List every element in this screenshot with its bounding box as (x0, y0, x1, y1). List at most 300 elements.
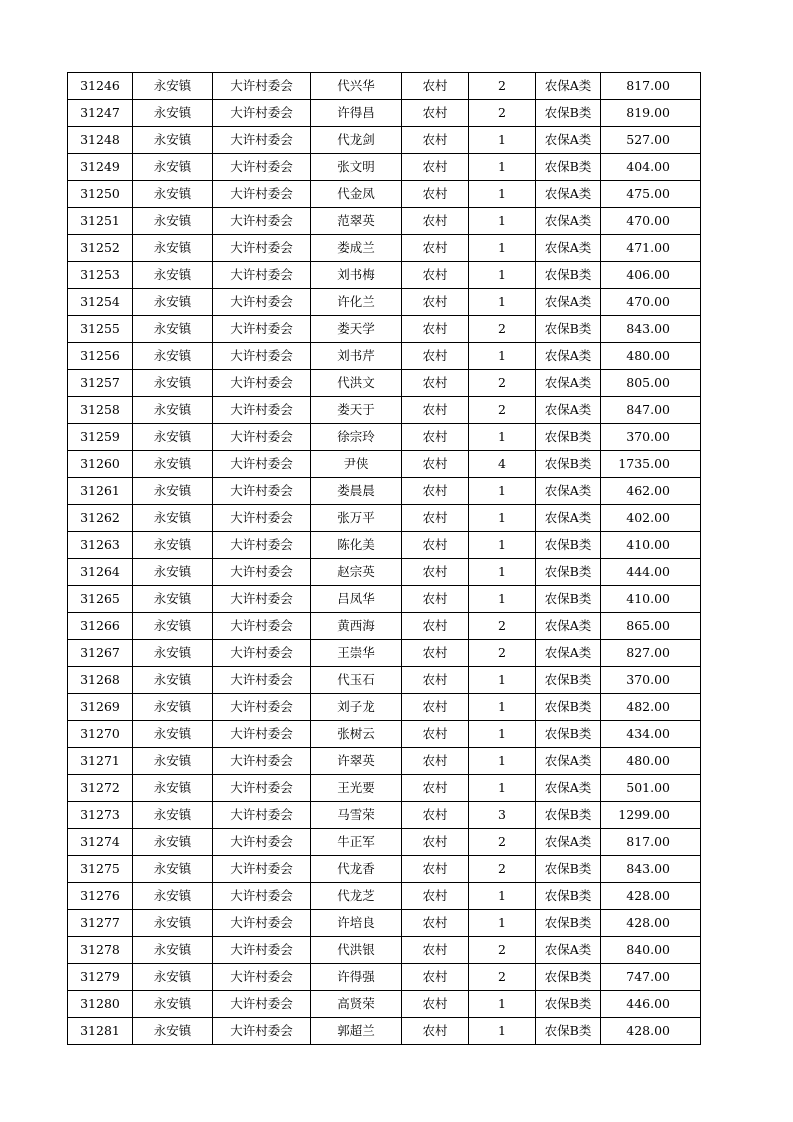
village-committee-cell: 大许村委会 (213, 73, 311, 100)
table-row (68, 181, 701, 208)
town-cell: 永安镇 (133, 397, 213, 424)
town-cell: 永安镇 (133, 100, 213, 127)
table-row (68, 559, 701, 586)
insurance-category-cell: 农保B类 (536, 451, 601, 478)
beneficiary-table (67, 72, 701, 1045)
table-row (68, 586, 701, 613)
member-count-cell: 1 (469, 505, 536, 532)
town-cell: 永安镇 (133, 181, 213, 208)
serial-number-cell: 31272 (68, 775, 133, 802)
person-name-cell: 牛正军 (311, 829, 402, 856)
member-count-cell: 2 (469, 613, 536, 640)
village-committee-cell: 大许村委会 (213, 181, 311, 208)
serial-number-cell: 31255 (68, 316, 133, 343)
insurance-category-cell: 农保B类 (536, 694, 601, 721)
insurance-category-cell: 农保A类 (536, 235, 601, 262)
insurance-category-cell: 农保B类 (536, 316, 601, 343)
serial-number-cell: 31280 (68, 991, 133, 1018)
town-cell: 永安镇 (133, 586, 213, 613)
table-row (68, 235, 701, 262)
amount-cell: 482.00 (601, 694, 701, 721)
amount-cell: 428.00 (601, 883, 701, 910)
household-type-cell: 农村 (402, 937, 469, 964)
person-name-cell: 赵宗英 (311, 559, 402, 586)
village-committee-cell: 大许村委会 (213, 397, 311, 424)
amount-cell: 865.00 (601, 613, 701, 640)
member-count-cell: 3 (469, 802, 536, 829)
insurance-category-cell: 农保B类 (536, 721, 601, 748)
person-name-cell: 范翠英 (311, 208, 402, 235)
serial-number-cell: 31252 (68, 235, 133, 262)
person-name-cell: 王光要 (311, 775, 402, 802)
member-count-cell: 2 (469, 100, 536, 127)
table-row (68, 829, 701, 856)
village-committee-cell: 大许村委会 (213, 532, 311, 559)
table-row (68, 775, 701, 802)
person-name-cell: 郭超兰 (311, 1018, 402, 1045)
insurance-category-cell: 农保A类 (536, 613, 601, 640)
household-type-cell: 农村 (402, 856, 469, 883)
town-cell: 永安镇 (133, 640, 213, 667)
town-cell: 永安镇 (133, 910, 213, 937)
member-count-cell: 1 (469, 127, 536, 154)
serial-number-cell: 31251 (68, 208, 133, 235)
village-committee-cell: 大许村委会 (213, 856, 311, 883)
village-committee-cell: 大许村委会 (213, 829, 311, 856)
person-name-cell: 徐宗玲 (311, 424, 402, 451)
table-row (68, 127, 701, 154)
beneficiary-table-container (67, 72, 700, 1045)
member-count-cell: 1 (469, 748, 536, 775)
town-cell: 永安镇 (133, 154, 213, 181)
table-row (68, 73, 701, 100)
serial-number-cell: 31276 (68, 883, 133, 910)
member-count-cell: 1 (469, 289, 536, 316)
table-row (68, 667, 701, 694)
town-cell: 永安镇 (133, 73, 213, 100)
insurance-category-cell: 农保A类 (536, 640, 601, 667)
town-cell: 永安镇 (133, 964, 213, 991)
village-committee-cell: 大许村委会 (213, 883, 311, 910)
serial-number-cell: 31279 (68, 964, 133, 991)
serial-number-cell: 31269 (68, 694, 133, 721)
person-name-cell: 刘子龙 (311, 694, 402, 721)
member-count-cell: 2 (469, 856, 536, 883)
table-row (68, 154, 701, 181)
serial-number-cell: 31258 (68, 397, 133, 424)
household-type-cell: 农村 (402, 478, 469, 505)
table-row (68, 856, 701, 883)
household-type-cell: 农村 (402, 208, 469, 235)
household-type-cell: 农村 (402, 343, 469, 370)
town-cell: 永安镇 (133, 370, 213, 397)
person-name-cell: 高贤荣 (311, 991, 402, 1018)
person-name-cell: 代玉石 (311, 667, 402, 694)
member-count-cell: 2 (469, 640, 536, 667)
table-row (68, 451, 701, 478)
insurance-category-cell: 农保B类 (536, 424, 601, 451)
serial-number-cell: 31257 (68, 370, 133, 397)
household-type-cell: 农村 (402, 154, 469, 181)
household-type-cell: 农村 (402, 640, 469, 667)
insurance-category-cell: 农保B类 (536, 559, 601, 586)
person-name-cell: 代龙剑 (311, 127, 402, 154)
amount-cell: 843.00 (601, 856, 701, 883)
amount-cell: 434.00 (601, 721, 701, 748)
village-committee-cell: 大许村委会 (213, 505, 311, 532)
person-name-cell: 代洪文 (311, 370, 402, 397)
amount-cell: 462.00 (601, 478, 701, 505)
insurance-category-cell: 农保B类 (536, 883, 601, 910)
insurance-category-cell: 农保B类 (536, 532, 601, 559)
village-committee-cell: 大许村委会 (213, 478, 311, 505)
insurance-category-cell: 农保B类 (536, 667, 601, 694)
insurance-category-cell: 农保A类 (536, 73, 601, 100)
village-committee-cell: 大许村委会 (213, 937, 311, 964)
town-cell: 永安镇 (133, 505, 213, 532)
amount-cell: 471.00 (601, 235, 701, 262)
table-row (68, 640, 701, 667)
serial-number-cell: 31277 (68, 910, 133, 937)
member-count-cell: 1 (469, 775, 536, 802)
amount-cell: 410.00 (601, 586, 701, 613)
insurance-category-cell: 农保B类 (536, 856, 601, 883)
village-committee-cell: 大许村委会 (213, 100, 311, 127)
table-row (68, 1018, 701, 1045)
person-name-cell: 刘书芹 (311, 343, 402, 370)
serial-number-cell: 31247 (68, 100, 133, 127)
amount-cell: 747.00 (601, 964, 701, 991)
person-name-cell: 张万平 (311, 505, 402, 532)
amount-cell: 527.00 (601, 127, 701, 154)
member-count-cell: 2 (469, 370, 536, 397)
household-type-cell: 农村 (402, 235, 469, 262)
insurance-category-cell: 农保A类 (536, 397, 601, 424)
village-committee-cell: 大许村委会 (213, 802, 311, 829)
table-row (68, 748, 701, 775)
table-row (68, 532, 701, 559)
town-cell: 永安镇 (133, 478, 213, 505)
insurance-category-cell: 农保A类 (536, 505, 601, 532)
village-committee-cell: 大许村委会 (213, 721, 311, 748)
household-type-cell: 农村 (402, 559, 469, 586)
household-type-cell: 农村 (402, 1018, 469, 1045)
table-row (68, 262, 701, 289)
household-type-cell: 农村 (402, 667, 469, 694)
village-committee-cell: 大许村委会 (213, 289, 311, 316)
amount-cell: 404.00 (601, 154, 701, 181)
amount-cell: 402.00 (601, 505, 701, 532)
household-type-cell: 农村 (402, 829, 469, 856)
serial-number-cell: 31253 (68, 262, 133, 289)
serial-number-cell: 31266 (68, 613, 133, 640)
town-cell: 永安镇 (133, 694, 213, 721)
member-count-cell: 4 (469, 451, 536, 478)
insurance-category-cell: 农保A类 (536, 937, 601, 964)
serial-number-cell: 31256 (68, 343, 133, 370)
table-row (68, 316, 701, 343)
serial-number-cell: 31246 (68, 73, 133, 100)
insurance-category-cell: 农保A类 (536, 478, 601, 505)
village-committee-cell: 大许村委会 (213, 991, 311, 1018)
serial-number-cell: 31259 (68, 424, 133, 451)
town-cell: 永安镇 (133, 289, 213, 316)
person-name-cell: 吕凤华 (311, 586, 402, 613)
member-count-cell: 2 (469, 964, 536, 991)
village-committee-cell: 大许村委会 (213, 262, 311, 289)
insurance-category-cell: 农保A类 (536, 343, 601, 370)
insurance-category-cell: 农保B类 (536, 964, 601, 991)
serial-number-cell: 31248 (68, 127, 133, 154)
serial-number-cell: 31263 (68, 532, 133, 559)
village-committee-cell: 大许村委会 (213, 640, 311, 667)
person-name-cell: 代兴华 (311, 73, 402, 100)
table-row (68, 424, 701, 451)
town-cell: 永安镇 (133, 667, 213, 694)
insurance-category-cell: 农保A类 (536, 181, 601, 208)
table-row (68, 991, 701, 1018)
amount-cell: 428.00 (601, 910, 701, 937)
serial-number-cell: 31261 (68, 478, 133, 505)
amount-cell: 480.00 (601, 343, 701, 370)
village-committee-cell: 大许村委会 (213, 694, 311, 721)
amount-cell: 843.00 (601, 316, 701, 343)
village-committee-cell: 大许村委会 (213, 964, 311, 991)
town-cell: 永安镇 (133, 235, 213, 262)
town-cell: 永安镇 (133, 991, 213, 1018)
amount-cell: 819.00 (601, 100, 701, 127)
household-type-cell: 农村 (402, 100, 469, 127)
village-committee-cell: 大许村委会 (213, 1018, 311, 1045)
person-name-cell: 马雪荣 (311, 802, 402, 829)
person-name-cell: 张文明 (311, 154, 402, 181)
household-type-cell: 农村 (402, 127, 469, 154)
household-type-cell: 农村 (402, 991, 469, 1018)
household-type-cell: 农村 (402, 883, 469, 910)
town-cell: 永安镇 (133, 208, 213, 235)
amount-cell: 470.00 (601, 208, 701, 235)
town-cell: 永安镇 (133, 262, 213, 289)
amount-cell: 406.00 (601, 262, 701, 289)
household-type-cell: 农村 (402, 694, 469, 721)
town-cell: 永安镇 (133, 613, 213, 640)
member-count-cell: 1 (469, 910, 536, 937)
serial-number-cell: 31260 (68, 451, 133, 478)
town-cell: 永安镇 (133, 856, 213, 883)
person-name-cell: 刘书梅 (311, 262, 402, 289)
household-type-cell: 农村 (402, 964, 469, 991)
table-row (68, 343, 701, 370)
serial-number-cell: 31281 (68, 1018, 133, 1045)
town-cell: 永安镇 (133, 343, 213, 370)
person-name-cell: 娄天于 (311, 397, 402, 424)
person-name-cell: 代龙香 (311, 856, 402, 883)
village-committee-cell: 大许村委会 (213, 910, 311, 937)
serial-number-cell: 31268 (68, 667, 133, 694)
household-type-cell: 农村 (402, 613, 469, 640)
member-count-cell: 1 (469, 991, 536, 1018)
table-row (68, 694, 701, 721)
amount-cell: 847.00 (601, 397, 701, 424)
village-committee-cell: 大许村委会 (213, 748, 311, 775)
household-type-cell: 农村 (402, 910, 469, 937)
town-cell: 永安镇 (133, 802, 213, 829)
serial-number-cell: 31250 (68, 181, 133, 208)
household-type-cell: 农村 (402, 73, 469, 100)
member-count-cell: 1 (469, 208, 536, 235)
town-cell: 永安镇 (133, 937, 213, 964)
person-name-cell: 娄晨晨 (311, 478, 402, 505)
household-type-cell: 农村 (402, 505, 469, 532)
village-committee-cell: 大许村委会 (213, 586, 311, 613)
town-cell: 永安镇 (133, 883, 213, 910)
member-count-cell: 1 (469, 883, 536, 910)
member-count-cell: 1 (469, 181, 536, 208)
table-row (68, 397, 701, 424)
serial-number-cell: 31254 (68, 289, 133, 316)
insurance-category-cell: 农保A类 (536, 829, 601, 856)
person-name-cell: 娄成兰 (311, 235, 402, 262)
town-cell: 永安镇 (133, 316, 213, 343)
serial-number-cell: 31271 (68, 748, 133, 775)
insurance-category-cell: 农保A类 (536, 127, 601, 154)
member-count-cell: 2 (469, 397, 536, 424)
town-cell: 永安镇 (133, 748, 213, 775)
table-row (68, 721, 701, 748)
household-type-cell: 农村 (402, 775, 469, 802)
member-count-cell: 1 (469, 235, 536, 262)
member-count-cell: 1 (469, 424, 536, 451)
household-type-cell: 农村 (402, 532, 469, 559)
village-committee-cell: 大许村委会 (213, 613, 311, 640)
amount-cell: 480.00 (601, 748, 701, 775)
household-type-cell: 农村 (402, 316, 469, 343)
table-row (68, 100, 701, 127)
amount-cell: 428.00 (601, 1018, 701, 1045)
village-committee-cell: 大许村委会 (213, 424, 311, 451)
insurance-category-cell: 农保B类 (536, 910, 601, 937)
town-cell: 永安镇 (133, 1018, 213, 1045)
table-row (68, 505, 701, 532)
person-name-cell: 许翠英 (311, 748, 402, 775)
village-committee-cell: 大许村委会 (213, 370, 311, 397)
insurance-category-cell: 农保B类 (536, 100, 601, 127)
member-count-cell: 2 (469, 937, 536, 964)
insurance-category-cell: 农保B类 (536, 586, 601, 613)
member-count-cell: 1 (469, 478, 536, 505)
table-row (68, 208, 701, 235)
member-count-cell: 1 (469, 343, 536, 370)
insurance-category-cell: 农保B类 (536, 802, 601, 829)
serial-number-cell: 31275 (68, 856, 133, 883)
household-type-cell: 农村 (402, 424, 469, 451)
serial-number-cell: 31274 (68, 829, 133, 856)
household-type-cell: 农村 (402, 181, 469, 208)
amount-cell: 370.00 (601, 667, 701, 694)
person-name-cell: 代龙芝 (311, 883, 402, 910)
household-type-cell: 农村 (402, 397, 469, 424)
table-row (68, 937, 701, 964)
household-type-cell: 农村 (402, 802, 469, 829)
table-row (68, 910, 701, 937)
amount-cell: 410.00 (601, 532, 701, 559)
amount-cell: 370.00 (601, 424, 701, 451)
household-type-cell: 农村 (402, 721, 469, 748)
town-cell: 永安镇 (133, 532, 213, 559)
town-cell: 永安镇 (133, 559, 213, 586)
village-committee-cell: 大许村委会 (213, 316, 311, 343)
person-name-cell: 代洪银 (311, 937, 402, 964)
amount-cell: 805.00 (601, 370, 701, 397)
town-cell: 永安镇 (133, 721, 213, 748)
amount-cell: 444.00 (601, 559, 701, 586)
town-cell: 永安镇 (133, 451, 213, 478)
member-count-cell: 1 (469, 667, 536, 694)
serial-number-cell: 31267 (68, 640, 133, 667)
insurance-category-cell: 农保A类 (536, 748, 601, 775)
table-row (68, 883, 701, 910)
town-cell: 永安镇 (133, 775, 213, 802)
town-cell: 永安镇 (133, 424, 213, 451)
serial-number-cell: 31270 (68, 721, 133, 748)
member-count-cell: 1 (469, 532, 536, 559)
member-count-cell: 2 (469, 316, 536, 343)
amount-cell: 501.00 (601, 775, 701, 802)
village-committee-cell: 大许村委会 (213, 235, 311, 262)
member-count-cell: 1 (469, 1018, 536, 1045)
amount-cell: 475.00 (601, 181, 701, 208)
person-name-cell: 张树云 (311, 721, 402, 748)
table-row (68, 289, 701, 316)
village-committee-cell: 大许村委会 (213, 127, 311, 154)
member-count-cell: 1 (469, 694, 536, 721)
member-count-cell: 1 (469, 559, 536, 586)
person-name-cell: 许化兰 (311, 289, 402, 316)
village-committee-cell: 大许村委会 (213, 559, 311, 586)
insurance-category-cell: 农保A类 (536, 775, 601, 802)
amount-cell: 1299.00 (601, 802, 701, 829)
household-type-cell: 农村 (402, 289, 469, 316)
member-count-cell: 1 (469, 262, 536, 289)
member-count-cell: 1 (469, 154, 536, 181)
insurance-category-cell: 农保A类 (536, 289, 601, 316)
table-row (68, 478, 701, 505)
person-name-cell: 尹侠 (311, 451, 402, 478)
amount-cell: 446.00 (601, 991, 701, 1018)
amount-cell: 840.00 (601, 937, 701, 964)
member-count-cell: 1 (469, 586, 536, 613)
household-type-cell: 农村 (402, 586, 469, 613)
household-type-cell: 农村 (402, 370, 469, 397)
village-committee-cell: 大许村委会 (213, 154, 311, 181)
town-cell: 永安镇 (133, 829, 213, 856)
serial-number-cell: 31265 (68, 586, 133, 613)
amount-cell: 827.00 (601, 640, 701, 667)
village-committee-cell: 大许村委会 (213, 667, 311, 694)
village-committee-cell: 大许村委会 (213, 451, 311, 478)
person-name-cell: 黄西海 (311, 613, 402, 640)
table-body (68, 73, 701, 1045)
village-committee-cell: 大许村委会 (213, 208, 311, 235)
person-name-cell: 娄天学 (311, 316, 402, 343)
town-cell: 永安镇 (133, 127, 213, 154)
serial-number-cell: 31264 (68, 559, 133, 586)
member-count-cell: 2 (469, 73, 536, 100)
insurance-category-cell: 农保B类 (536, 154, 601, 181)
household-type-cell: 农村 (402, 748, 469, 775)
insurance-category-cell: 农保B类 (536, 991, 601, 1018)
member-count-cell: 1 (469, 721, 536, 748)
